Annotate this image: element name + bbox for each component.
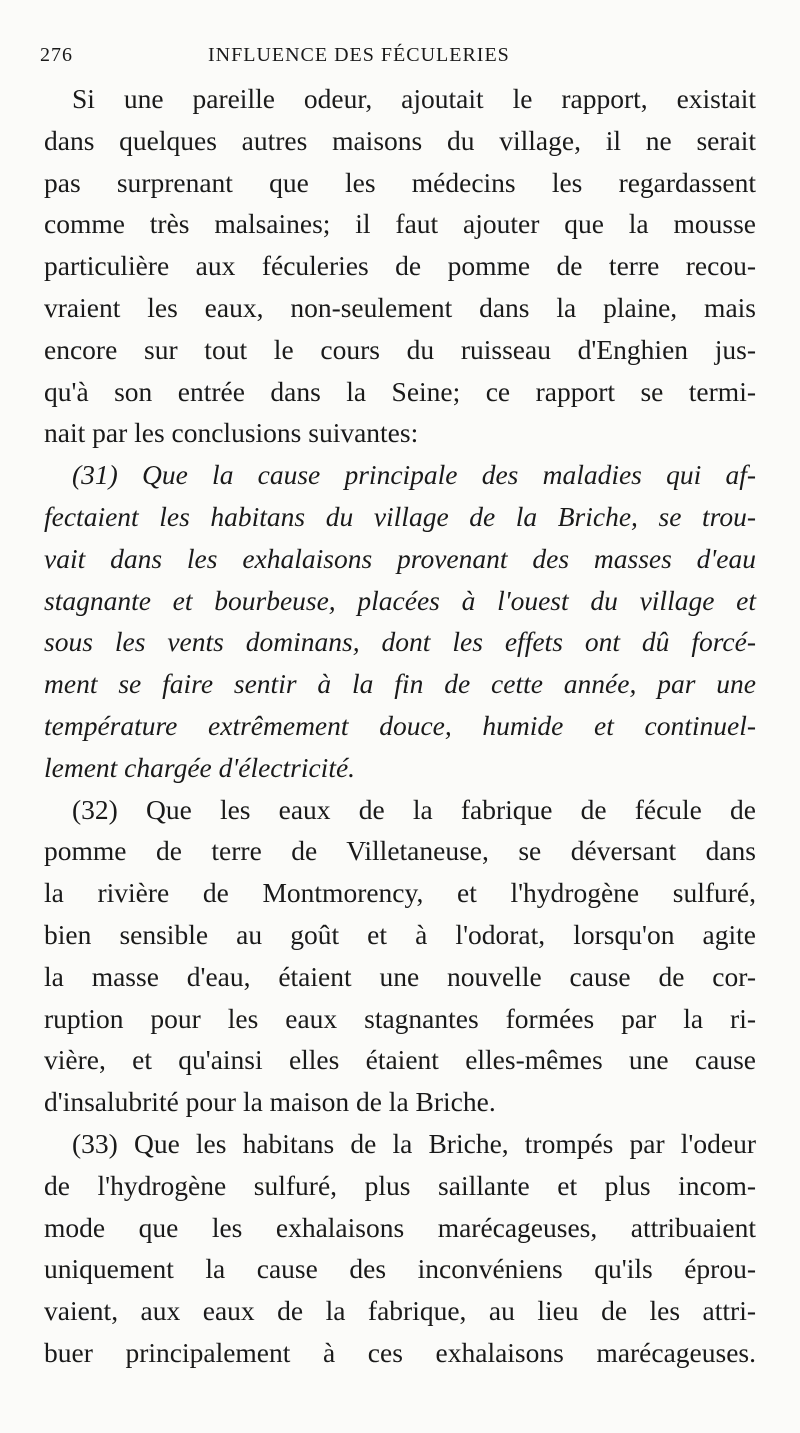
text-line: fectaient les habitans du village de la Briche, se trou- xyxy=(44,500,756,532)
text-line: dans quelques autres maisons du village, il ne serait xyxy=(44,124,756,156)
text-line: vaient, aux eaux de la fabrique, au lieu de les attri- xyxy=(44,1295,756,1327)
text-line: nait par les conclusions suivantes: xyxy=(44,417,419,449)
page-number: 276 xyxy=(40,44,73,66)
page-header xyxy=(40,44,740,74)
text-line: particulière aux féculeries de pomme de terre recou- xyxy=(44,250,756,282)
text-line: (32) Que les eaux de la fabrique de fécule de xyxy=(72,793,756,825)
running-title: INFLUENCE DES FÉCULERIES xyxy=(208,44,510,66)
text-line: la rivière de Montmorency, et l'hydrogène sulfuré, xyxy=(44,877,756,909)
text-line: sous les vents dominans, dont les effets ont dû forcé- xyxy=(44,626,756,658)
text-line: d'insalubrité pour la maison de la Briche. xyxy=(44,1086,496,1118)
text-line: encore sur tout le cours du ruisseau d'Enghien jus- xyxy=(44,333,756,365)
text-line: uniquement la cause des inconvéniens qu'ils éprou- xyxy=(44,1253,756,1285)
text-line: (33) Que les habitans de la Briche, trompés par l'odeur xyxy=(72,1127,756,1159)
paragraph-conclusion-32 xyxy=(44,789,756,1123)
text-line: stagnante et bourbeuse, placées à l'ouest du village et xyxy=(44,584,756,616)
paragraph-intro xyxy=(44,78,756,454)
text-line: de l'hydrogène sulfuré, plus saillante et plus incom- xyxy=(44,1169,756,1201)
text-line: vière, et qu'ainsi elles étaient elles-mêmes une cause xyxy=(44,1044,756,1076)
text-line: ruption pour les eaux stagnantes formées par la ri- xyxy=(44,1002,756,1034)
text-line: pas surprenant que les médecins les regardassent xyxy=(44,166,756,198)
paragraph-conclusion-31 xyxy=(44,454,756,788)
text-line: vraient les eaux, non-seulement dans la plaine, mais xyxy=(44,291,756,323)
text-line: la masse d'eau, étaient une nouvelle cause de cor- xyxy=(44,960,756,992)
text-line: température extrêmement douce, humide et continuel- xyxy=(44,709,756,741)
text-line: comme très malsaines; il faut ajouter que la mousse xyxy=(44,208,756,240)
body-text xyxy=(44,78,756,1374)
text-line: lement chargée d'électricité. xyxy=(44,751,356,783)
text-line: Si une pareille odeur, ajoutait le rapport, existait xyxy=(72,83,756,114)
text-line: buer principalement à ces exhalaisons marécageuses. xyxy=(44,1336,756,1368)
text-line: bien sensible au goût et à l'odorat, lorsqu'on agite xyxy=(44,918,756,950)
text-line: mode que les exhalaisons marécageuses, attribuaient xyxy=(44,1211,756,1243)
text-line: qu'à son entrée dans la Seine; ce rapport se termi- xyxy=(44,375,756,407)
paragraph-conclusion-33 xyxy=(44,1123,756,1374)
text-line: ment se faire sentir à la fin de cette année, par une xyxy=(44,668,756,700)
text-line: vait dans les exhalaisons provenant des masses d'eau xyxy=(44,542,756,574)
text-line: pomme de terre de Villetaneuse, se déversant dans xyxy=(44,835,756,867)
text-line: (31) Que la cause principale des maladies qui af- xyxy=(72,459,756,491)
